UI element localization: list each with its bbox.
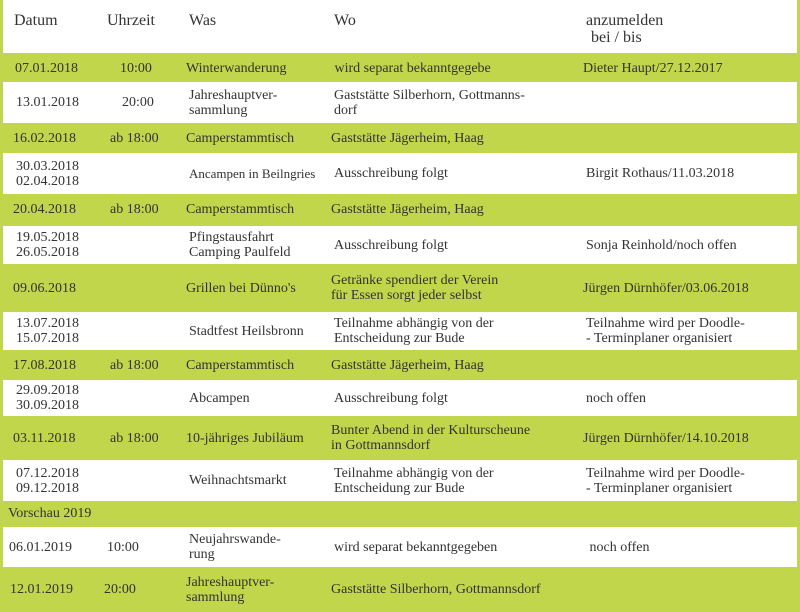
preview-section-row bbox=[0, 503, 800, 525]
event-where: wird separat bekanntgegeben bbox=[334, 539, 498, 555]
event-register-line2: - Terminplaner organisiert bbox=[586, 331, 733, 346]
event-date: 07.01.2018 bbox=[15, 61, 78, 76]
event-date: 09.06.2018 bbox=[13, 280, 76, 296]
event-what: Grillen bei Dünno's bbox=[186, 280, 296, 296]
event-register: Teilnahme wird per Doodle- bbox=[586, 465, 745, 481]
preview-label: Vorschau 2019 bbox=[8, 506, 92, 521]
table-row bbox=[3, 82, 797, 123]
header-what: Was bbox=[189, 12, 217, 29]
event-time: ab 18:00 bbox=[110, 131, 159, 146]
table-row bbox=[3, 527, 797, 567]
event-what: Jahreshauptver- bbox=[186, 574, 275, 590]
event-what: Ancampen in Beilngries bbox=[189, 166, 316, 181]
event-what: Camperstammtisch bbox=[186, 202, 295, 217]
event-what: 10-jähriges Jubiläum bbox=[186, 430, 304, 446]
event-time: 20:00 bbox=[122, 95, 154, 110]
event-time: ab 18:00 bbox=[110, 430, 159, 446]
event-what: Abcampen bbox=[189, 390, 250, 406]
event-register: Dieter Haupt/27.12.2017 bbox=[583, 61, 723, 76]
event-where: Getränke spendiert der Verein bbox=[331, 273, 499, 288]
header-date: Datum bbox=[14, 12, 58, 29]
event-what: Camperstammtisch bbox=[186, 358, 295, 373]
event-where: Bunter Abend in der Kulturscheune bbox=[331, 423, 531, 438]
event-register: Jürgen Dürnhöfer/14.10.2018 bbox=[583, 430, 749, 446]
event-what: Camperstammtisch bbox=[186, 131, 295, 146]
event-date: 13.01.2018 bbox=[16, 95, 79, 110]
event-where: Teilnahme abhängig von der bbox=[334, 316, 494, 331]
event-date: 19.05.2018 bbox=[16, 230, 79, 245]
event-where: Ausschreibung folgt bbox=[334, 166, 448, 181]
event-time: 10:00 bbox=[120, 61, 152, 76]
event-what-line2: Camping Paulfeld bbox=[189, 245, 291, 260]
event-where: Gaststätte Jägerheim, Haag bbox=[331, 202, 484, 217]
event-register: Birgit Rothaus/11.03.2018 bbox=[586, 166, 735, 181]
event-where: wird separat bekanntgegebe bbox=[331, 61, 491, 76]
table-row bbox=[3, 226, 797, 264]
event-register: Jürgen Dürnhöfer/03.06.2018 bbox=[583, 280, 749, 296]
event-date: 03.11.2018 bbox=[13, 430, 76, 446]
header-register bbox=[586, 0, 800, 65]
event-date: 30.03.2018 bbox=[16, 158, 79, 174]
table-row bbox=[0, 418, 800, 458]
event-where-line2: Entscheidung zur Bude bbox=[334, 331, 465, 346]
table-row bbox=[3, 460, 797, 501]
event-where: Gaststätte Jägerheim, Haag bbox=[331, 131, 484, 146]
event-where: Ausschreibung folgt bbox=[334, 390, 448, 406]
event-what: Jahreshauptver- bbox=[189, 87, 278, 103]
table-row bbox=[0, 196, 800, 223]
event-where: Gaststätte Silberhorn, Gottmanns- bbox=[334, 87, 525, 103]
event-what: Pfingstausfahrt bbox=[189, 230, 274, 245]
header-time: Uhrzeit bbox=[107, 12, 155, 29]
event-date: 16.02.2018 bbox=[13, 131, 76, 146]
event-time: 10:00 bbox=[107, 539, 139, 555]
event-what: Weihnachtsmarkt bbox=[189, 473, 287, 488]
event-where: Teilnahme abhängig von der bbox=[334, 465, 494, 481]
event-register: noch offen bbox=[586, 390, 646, 406]
event-where: Gaststätte Jägerheim, Haag bbox=[331, 358, 484, 373]
event-where: Ausschreibung folgt bbox=[334, 237, 448, 253]
event-date: 20.04.2018 bbox=[13, 202, 76, 217]
event-where: Gaststätte Silberhorn, Gottmannsdorf bbox=[331, 582, 541, 597]
event-date-end: 15.07.2018 bbox=[16, 331, 79, 346]
table-row bbox=[0, 569, 800, 610]
event-where-line2: für Essen sorgt jeder selbst bbox=[331, 288, 482, 303]
event-what-line2: rung bbox=[189, 547, 215, 562]
event-what: Winterwanderung bbox=[186, 61, 287, 76]
event-date: 12.01.2019 bbox=[10, 582, 73, 597]
table-row bbox=[3, 312, 797, 350]
event-what: Stadtfest Heilsbronn bbox=[189, 323, 304, 339]
header-register-line2: bei / bis bbox=[591, 29, 642, 46]
event-date: 17.08.2018 bbox=[13, 358, 76, 373]
event-date: 06.01.2019 bbox=[9, 539, 72, 555]
table-row bbox=[3, 380, 797, 416]
event-date: 13.07.2018 bbox=[16, 316, 79, 331]
event-date-end: 30.09.2018 bbox=[16, 398, 79, 413]
event-register: Sonja Reinhold/noch offen bbox=[586, 237, 737, 253]
event-what: Neujahrswande- bbox=[189, 532, 281, 547]
event-register: Teilnahme wird per Doodle- bbox=[586, 316, 745, 331]
event-register-line2: - Terminplaner organisiert bbox=[586, 480, 733, 496]
header-row bbox=[3, 0, 797, 53]
event-date-end: 02.04.2018 bbox=[16, 173, 79, 189]
table-row bbox=[0, 57, 800, 80]
event-where-line2: dorf bbox=[334, 102, 358, 118]
table-row bbox=[0, 126, 800, 151]
table-row bbox=[0, 353, 800, 378]
event-register: noch offen bbox=[586, 539, 650, 555]
event-where-line2: in Gottmannsdorf bbox=[331, 438, 431, 453]
event-date-end: 09.12.2018 bbox=[16, 480, 79, 496]
table-row bbox=[3, 153, 797, 194]
event-time: 20:00 bbox=[104, 582, 136, 597]
event-time: ab 18:00 bbox=[110, 202, 159, 217]
event-date: 07.12.2018 bbox=[16, 465, 79, 481]
header-register-line1: anzumelden bbox=[586, 12, 664, 29]
event-what-line2: sammlung bbox=[186, 589, 245, 605]
table-row bbox=[0, 266, 800, 310]
event-time: ab 18:00 bbox=[110, 358, 159, 373]
header-where: Wo bbox=[334, 12, 356, 29]
event-date: 29.09.2018 bbox=[16, 383, 79, 398]
event-where-line2: Entscheidung zur Bude bbox=[334, 480, 465, 496]
event-what-line2: sammlung bbox=[189, 102, 248, 118]
event-date-end: 26.05.2018 bbox=[16, 245, 79, 260]
